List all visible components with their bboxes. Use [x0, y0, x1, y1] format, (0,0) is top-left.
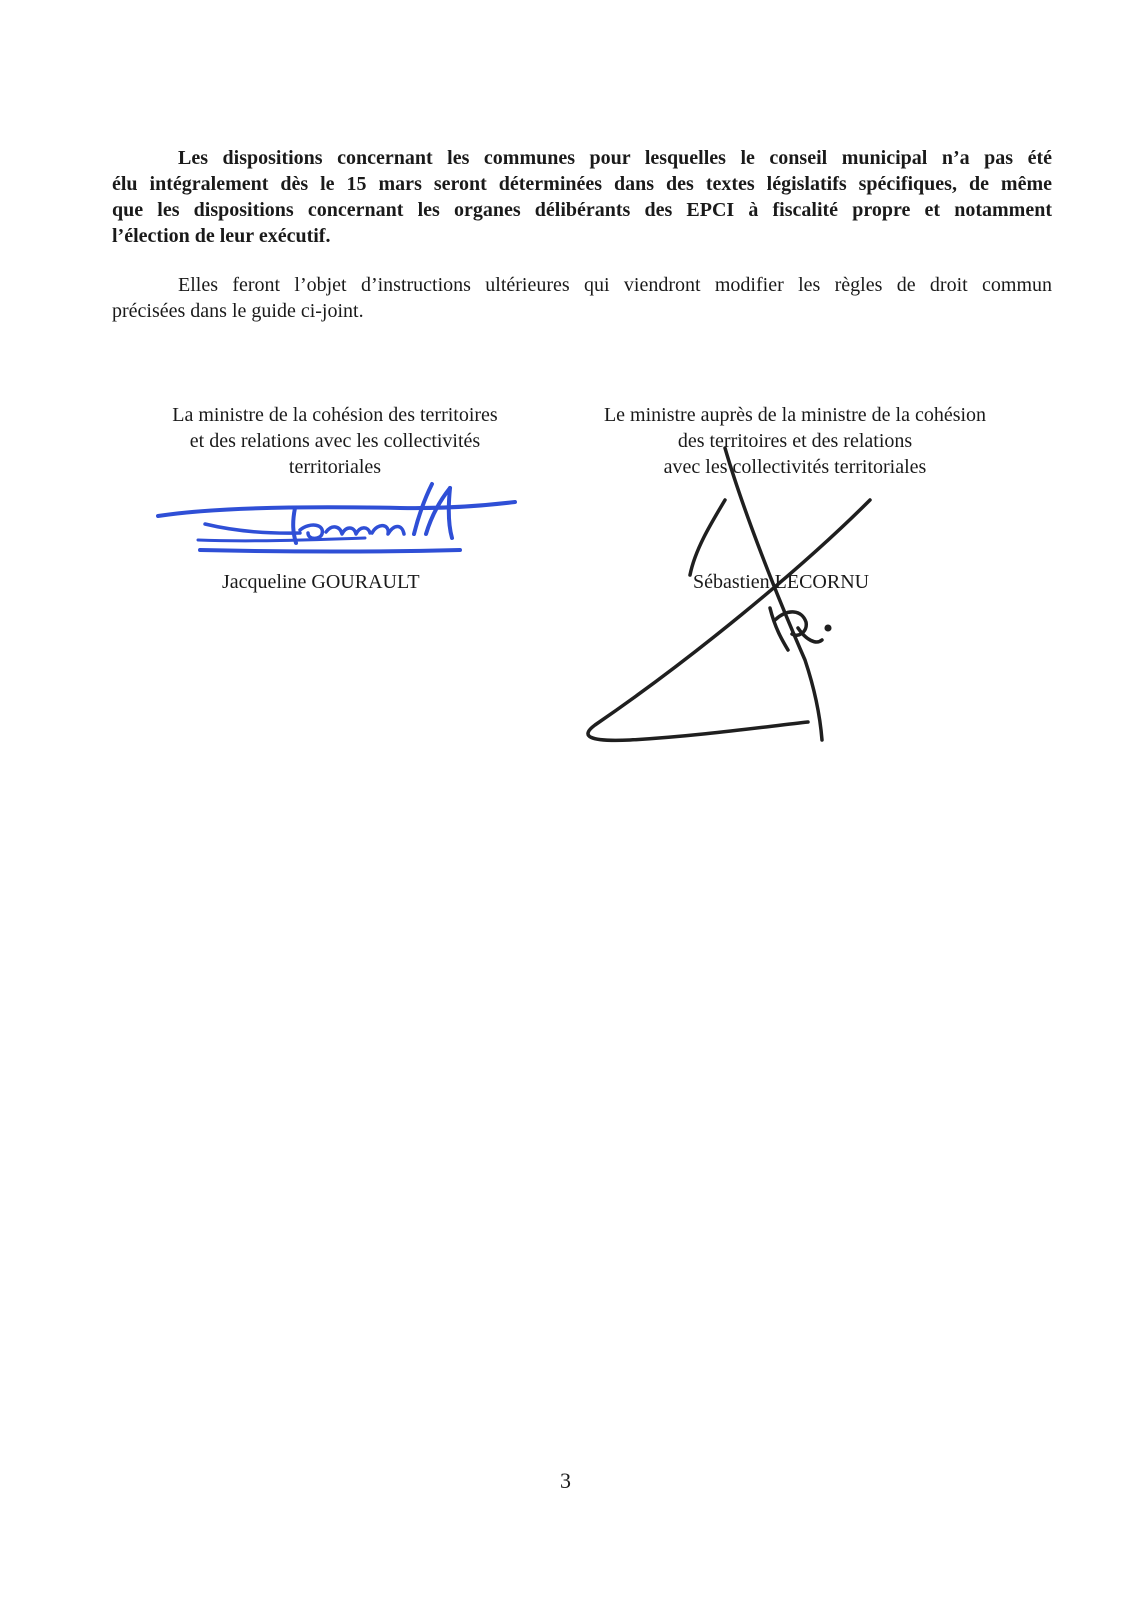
signatory-title-line: Le ministre auprès de la ministre de la cohésion [603, 404, 987, 426]
paragraph-line: l’élection de leur exécutif. [112, 225, 331, 247]
paragraph-instructions-ulterieures [112, 272, 1052, 324]
paragraph-line: précisées dans le guide ci-joint. [112, 300, 364, 322]
paragraph-communes-dispositions [112, 145, 1052, 249]
signature-left-gourault [150, 478, 530, 568]
paragraph-line: Elles feront l’objet d’instructions ultérieures qui viendront modifier les règles de droit commun [178, 274, 1052, 296]
signatory-left-name: Jacqueline GOURAULT [222, 571, 420, 593]
paragraph-line: que les dispositions concernant les organes délibérants des EPCI à fiscalité propre et notamment [112, 199, 1052, 221]
signatory-title-line: des territoires et des relations [677, 430, 913, 452]
signatory-title-line: et des relations avec les collectivités [189, 430, 481, 452]
signatory-title-line: La ministre de la cohésion des territoires [172, 404, 498, 426]
paragraph-line: élu intégralement dès le 15 mars seront déterminées dans des textes législatifs spécifiques, de même [112, 173, 1052, 195]
signatory-right-name: Sébastien LECORNU [693, 571, 870, 593]
signatory-left-title [140, 402, 530, 480]
page-number: 3 [560, 1468, 571, 1493]
signature-right-lecornu [570, 440, 890, 760]
signatory-title-line: avec les collectivités territoriales [663, 456, 927, 478]
signatory-title-line: territoriales [288, 456, 382, 478]
paragraph-line: Les dispositions concernant les communes pour lesquelles le conseil municipal n’a pas été [178, 147, 1052, 169]
